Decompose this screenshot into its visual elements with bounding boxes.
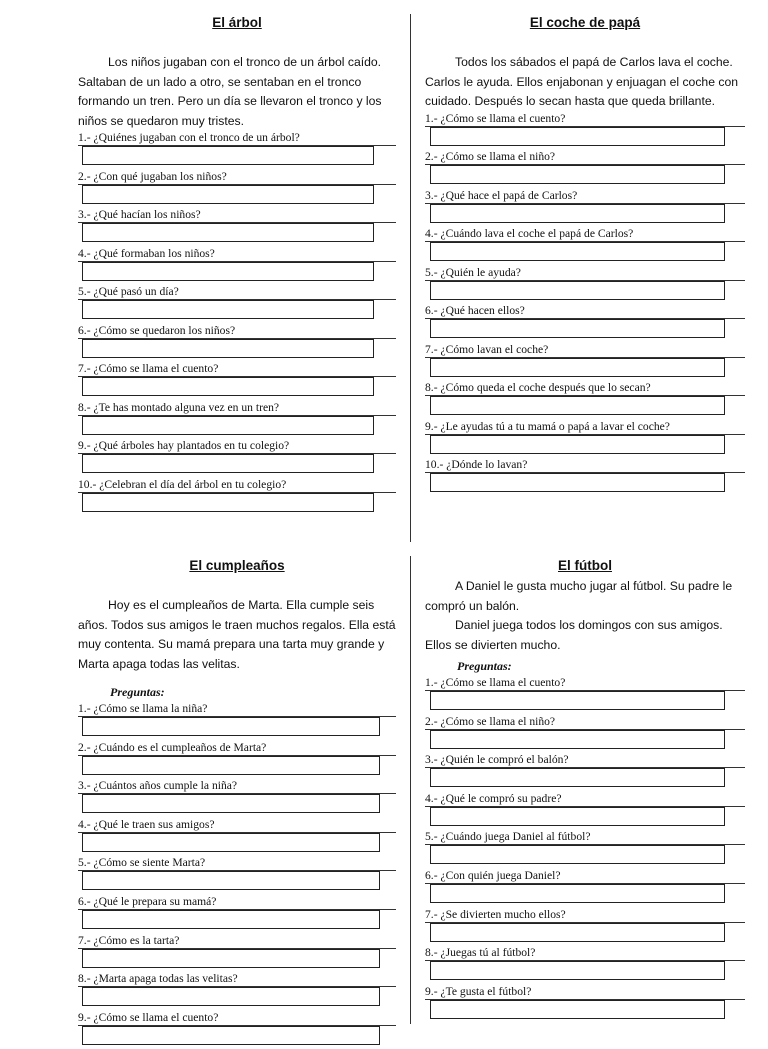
answer-box[interactable]: [82, 339, 374, 358]
question-item: [78, 702, 396, 741]
question-text: 8.- ¿Marta apaga todas las velitas?: [78, 972, 396, 987]
answer-box[interactable]: [82, 871, 380, 890]
question-item: [78, 779, 396, 818]
question-item: [425, 792, 745, 831]
question-text: 4.- ¿Qué le compró su padre?: [425, 792, 745, 807]
question-text: 6.- ¿Cómo se quedaron los niños?: [78, 324, 396, 339]
question-text: 8.- ¿Juegas tú al fútbol?: [425, 946, 745, 961]
answer-box[interactable]: [82, 493, 374, 512]
question-item: [78, 934, 396, 973]
answer-box[interactable]: [82, 717, 380, 736]
answer-box[interactable]: [430, 435, 725, 454]
question-item: [425, 381, 745, 420]
question-item: [425, 458, 745, 497]
section-title: El cumpleaños: [189, 558, 285, 573]
section-el-cumpleanos: [78, 557, 396, 1049]
section-title: El coche de papá: [529, 15, 641, 30]
question-text: 6.- ¿Qué le prepara su mamá?: [78, 895, 396, 910]
question-text: 2.- ¿Cómo se llama el niño?: [425, 715, 745, 730]
question-text: 8.- ¿Cómo queda el coche después que lo secan?: [425, 381, 745, 396]
question-item: [78, 741, 396, 780]
answer-box[interactable]: [82, 262, 374, 281]
question-item: [78, 439, 396, 478]
question-text: 7.- ¿Cómo lavan el coche?: [425, 343, 745, 358]
question-text: 2.- ¿Con qué jugaban los niños?: [78, 170, 396, 185]
story-paragraph: Hoy es el cumpleaños de Marta. Ella cumple seis años. Todos sus amigos le traen muchos regalos. Ella está muy contenta. Su mamá prepara una tarta muy grande y Marta apaga todas las velitas.: [78, 598, 396, 671]
answer-box[interactable]: [82, 146, 374, 165]
question-item: [425, 985, 745, 1024]
story-paragraph: Los niños jugaban con el tronco de un árbol caído. Saltaban de un lado a otro, se sentaban en el tronco formando un tren. Pero un día se llevaron el tronco y los niños se quedaron muy tristes.: [78, 55, 382, 128]
answer-box[interactable]: [430, 730, 725, 749]
answer-box[interactable]: [82, 454, 374, 473]
answer-box[interactable]: [82, 794, 380, 813]
answer-box[interactable]: [82, 416, 374, 435]
question-item: [78, 285, 396, 324]
question-item: [78, 208, 396, 247]
answer-box[interactable]: [430, 396, 725, 415]
answer-box[interactable]: [430, 884, 725, 903]
question-text: 3.- ¿Qué hacían los niños?: [78, 208, 396, 223]
preguntas-label: Preguntas:: [110, 685, 165, 699]
answer-box[interactable]: [82, 223, 374, 242]
question-item: [78, 895, 396, 934]
question-item: [425, 946, 745, 985]
question-item: [425, 343, 745, 382]
question-item: [425, 869, 745, 908]
question-text: 1.- ¿Cómo se llama el cuento?: [425, 112, 745, 127]
question-text: 1.- ¿Cómo se llama el cuento?: [425, 676, 745, 691]
question-item: [425, 112, 745, 151]
question-text: 4.- ¿Qué formaban los niños?: [78, 247, 396, 262]
answer-box[interactable]: [82, 756, 380, 775]
question-text: 9.- ¿Le ayudas tú a tu mamá o papá a lavar el coche?: [425, 420, 745, 435]
question-text: 8.- ¿Te has montado alguna vez en un tren?: [78, 401, 396, 416]
answer-box[interactable]: [430, 845, 725, 864]
answer-box[interactable]: [430, 242, 725, 261]
question-text: 4.- ¿Cuándo lava el coche el papá de Carlos?: [425, 227, 745, 242]
answer-box[interactable]: [430, 127, 725, 146]
question-text: 10.- ¿Dónde lo lavan?: [425, 458, 745, 473]
section-el-coche-de-papa: [425, 14, 745, 497]
question-item: [425, 266, 745, 305]
question-text: 2.- ¿Cuándo es el cumpleaños de Marta?: [78, 741, 396, 756]
question-text: 6.- ¿Qué hacen ellos?: [425, 304, 745, 319]
column-divider-top: [410, 14, 411, 542]
question-item: [78, 818, 396, 857]
answer-box[interactable]: [430, 691, 725, 710]
question-text: 7.- ¿Cómo se llama el cuento?: [78, 362, 396, 377]
question-item: [78, 856, 396, 895]
question-item: [78, 170, 396, 209]
question-item: [78, 324, 396, 363]
question-item: [78, 131, 396, 170]
question-text: 5.- ¿Cómo se siente Marta?: [78, 856, 396, 871]
question-text: 3.- ¿Quién le compró el balón?: [425, 753, 745, 768]
answer-box[interactable]: [82, 949, 380, 968]
question-item: [425, 189, 745, 228]
question-text: 7.- ¿Cómo es la tarta?: [78, 934, 396, 949]
question-text: 10.- ¿Celebran el día del árbol en tu colegio?: [78, 478, 396, 493]
question-item: [425, 830, 745, 869]
question-item: [425, 715, 745, 754]
question-text: 3.- ¿Cuántos años cumple la niña?: [78, 779, 396, 794]
question-text: 6.- ¿Con quién juega Daniel?: [425, 869, 745, 884]
question-item: [78, 401, 396, 440]
answer-box[interactable]: [82, 377, 374, 396]
question-text: 2.- ¿Cómo se llama el niño?: [425, 150, 745, 165]
question-text: 9.- ¿Te gusta el fútbol?: [425, 985, 745, 1000]
question-text: 9.- ¿Cómo se llama el cuento?: [78, 1011, 396, 1026]
answer-box[interactable]: [430, 961, 725, 980]
question-text: 5.- ¿Qué pasó un día?: [78, 285, 396, 300]
answer-box[interactable]: [82, 1026, 380, 1045]
question-text: 1.- ¿Cómo se llama la niña?: [78, 702, 396, 717]
answer-box[interactable]: [430, 165, 725, 184]
answer-box[interactable]: [430, 1000, 725, 1019]
column-divider-bottom: [410, 556, 411, 1024]
question-item: [78, 972, 396, 1011]
question-item: [425, 150, 745, 189]
question-item: [78, 478, 396, 517]
answer-box[interactable]: [430, 923, 725, 942]
section-title: El fútbol: [558, 558, 612, 573]
answer-box[interactable]: [82, 987, 380, 1006]
question-item: [78, 247, 396, 286]
answer-box[interactable]: [82, 910, 380, 929]
answer-box[interactable]: [82, 833, 380, 852]
question-item: [425, 676, 745, 715]
question-item: [425, 227, 745, 266]
answer-box[interactable]: [430, 807, 725, 826]
section-title: El árbol: [212, 15, 262, 30]
preguntas-label: Preguntas:: [457, 659, 512, 673]
answer-box[interactable]: [430, 319, 725, 338]
story-paragraph: Daniel juega todos los domingos con sus amigos. Ellos se divierten mucho.: [425, 618, 723, 652]
question-text: 9.- ¿Qué árboles hay plantados en tu colegio?: [78, 439, 396, 454]
answer-box[interactable]: [430, 768, 725, 787]
answer-box[interactable]: [82, 300, 374, 319]
question-item: [425, 420, 745, 459]
answer-box[interactable]: [430, 204, 725, 223]
question-text: 5.- ¿Cuándo juega Daniel al fútbol?: [425, 830, 745, 845]
question-text: 3.- ¿Qué hace el papá de Carlos?: [425, 189, 745, 204]
question-item: [425, 753, 745, 792]
answer-box[interactable]: [430, 473, 725, 492]
question-text: 4.- ¿Qué le traen sus amigos?: [78, 818, 396, 833]
answer-box[interactable]: [430, 281, 725, 300]
answer-box[interactable]: [82, 185, 374, 204]
section-el-futbol: [425, 557, 745, 1023]
question-text: 7.- ¿Se divierten mucho ellos?: [425, 908, 745, 923]
section-el-arbol: [78, 14, 396, 516]
question-item: [425, 908, 745, 947]
question-text: 1.- ¿Quiénes jugaban con el tronco de un árbol?: [78, 131, 396, 146]
story-paragraph: Todos los sábados el papá de Carlos lava el coche. Carlos le ayuda. Ellos enjabonan y enjuagan el coche con cuidado. Después lo secan hasta que queda brillante.: [425, 55, 739, 108]
question-item: [78, 1011, 396, 1049]
question-item: [78, 362, 396, 401]
question-text: 5.- ¿Quién le ayuda?: [425, 266, 745, 281]
answer-box[interactable]: [430, 358, 725, 377]
story-paragraph: A Daniel le gusta mucho jugar al fútbol. Su padre le compró un balón.: [425, 579, 733, 613]
question-item: [425, 304, 745, 343]
